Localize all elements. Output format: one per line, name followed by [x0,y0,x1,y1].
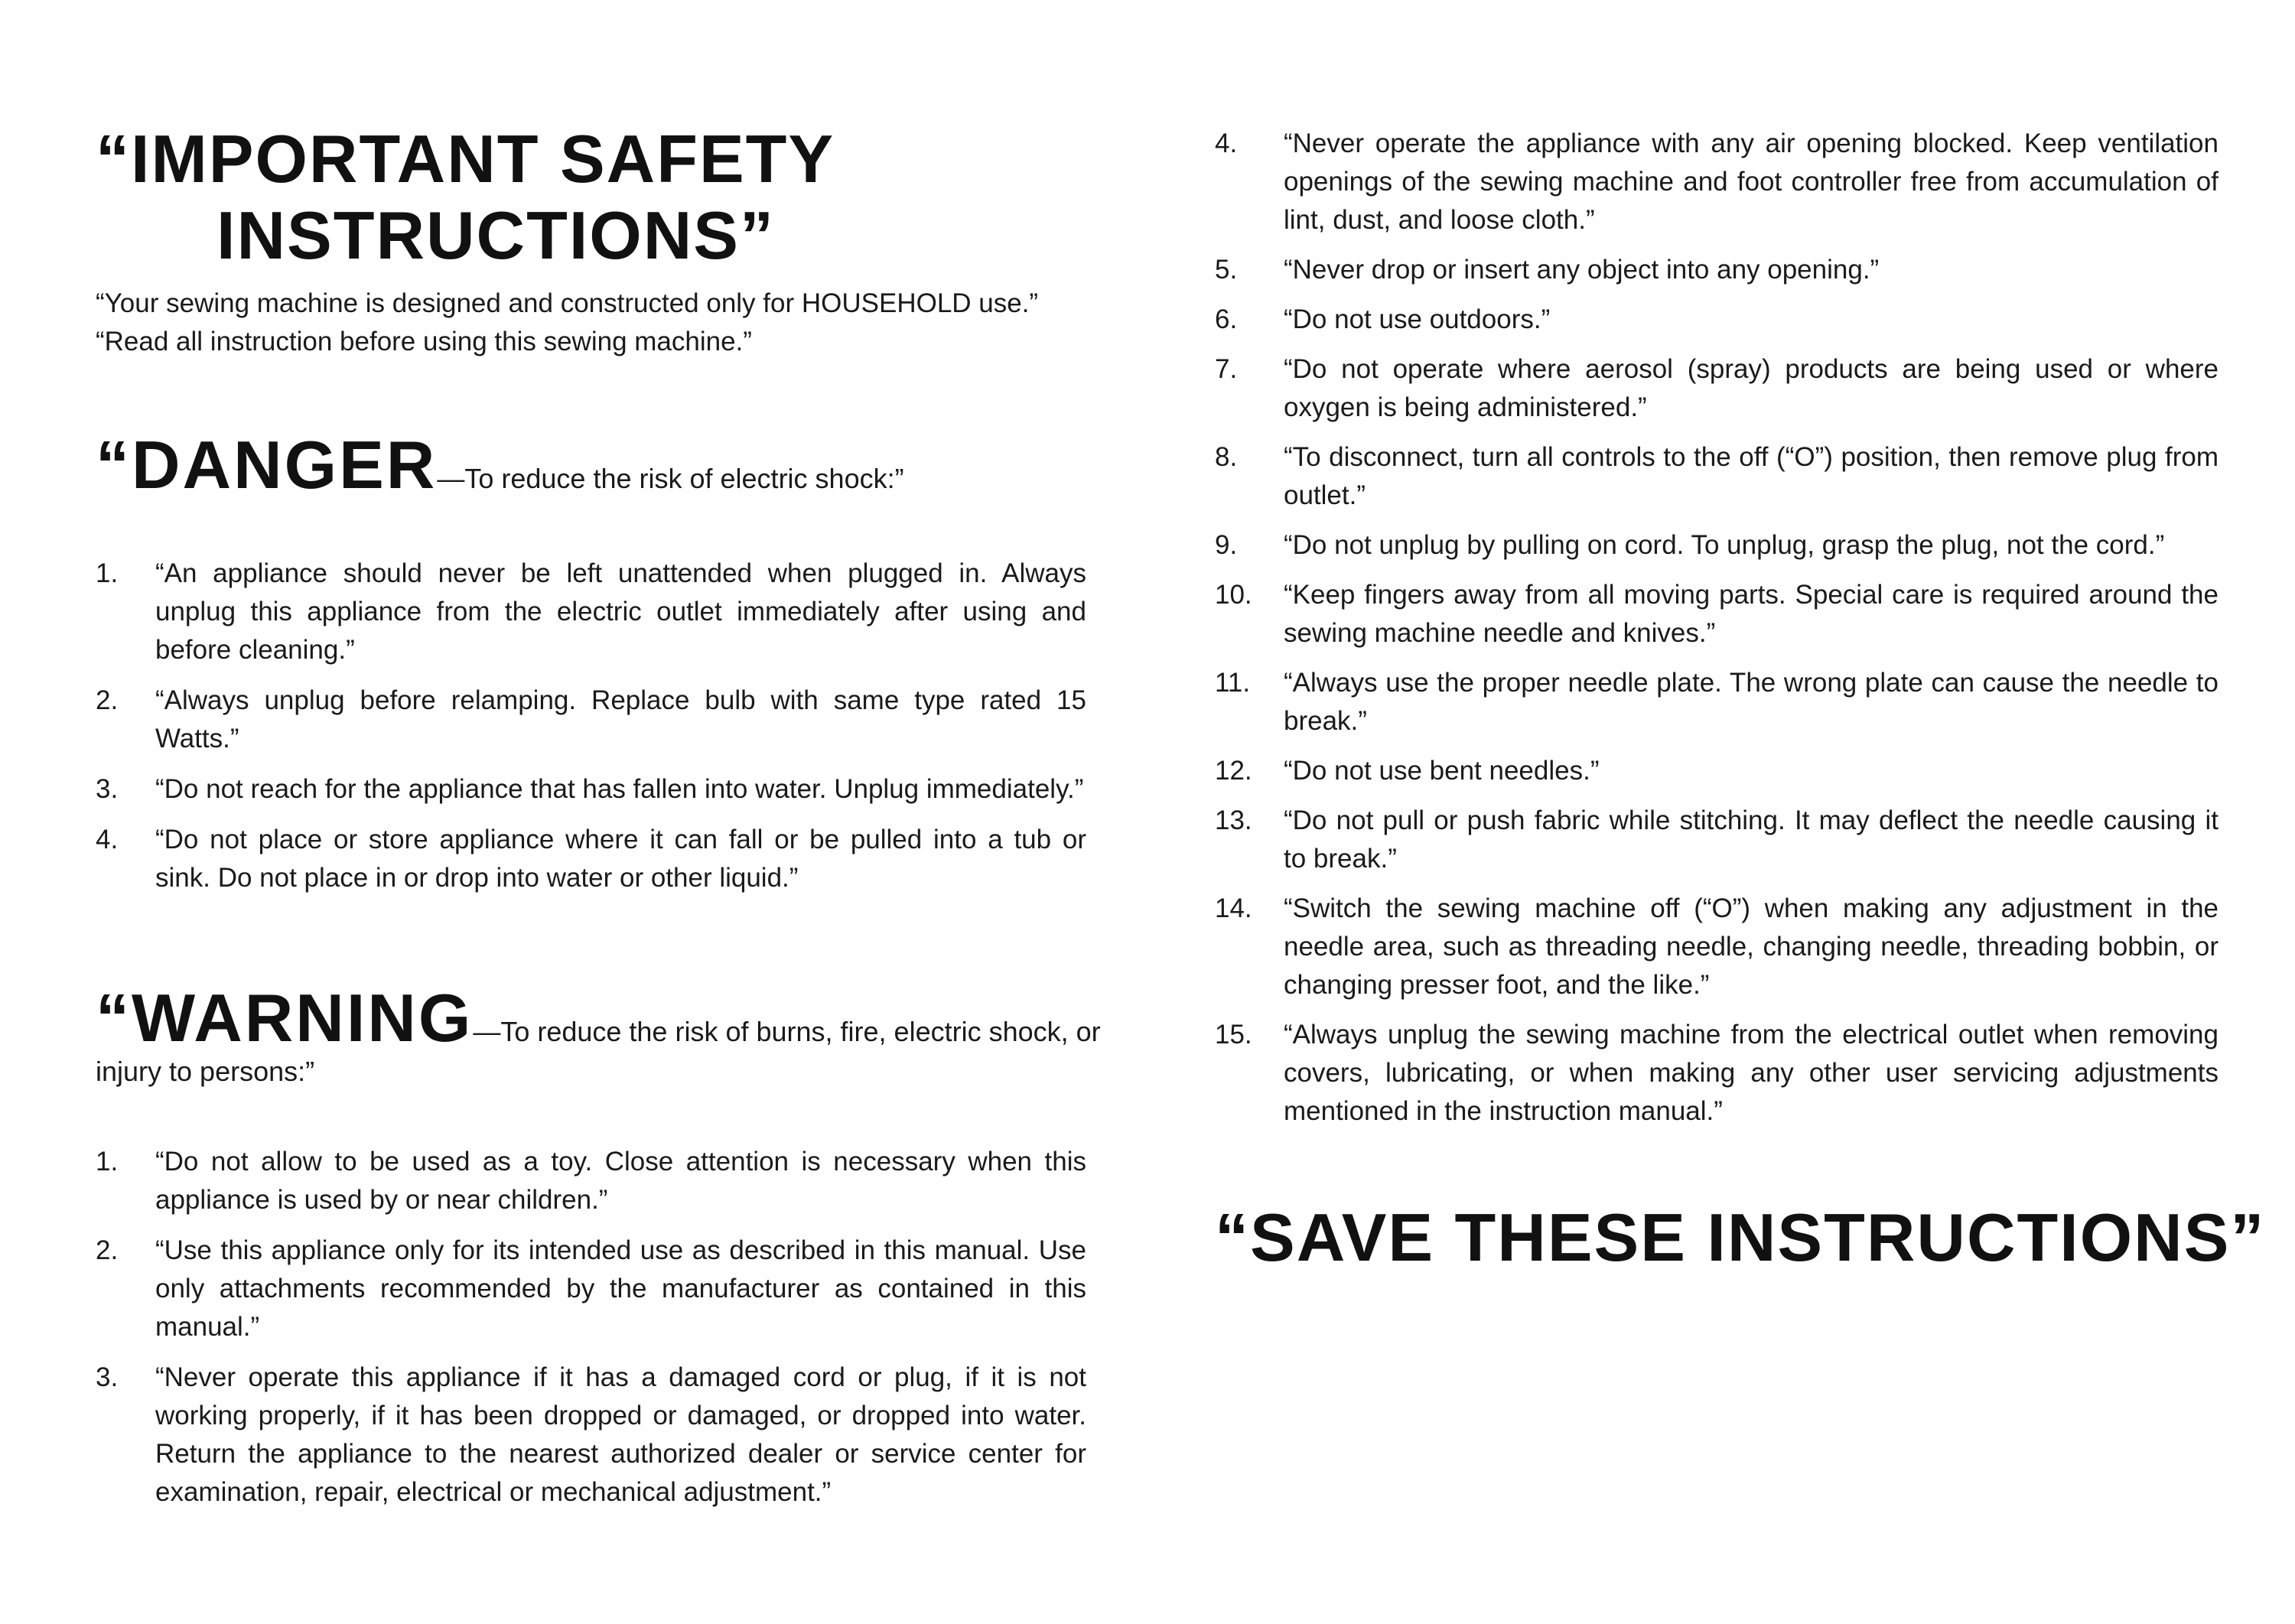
item-number: 14. [1215,893,1252,923]
item-text: “To disconnect, turn all controls to the off (“O”) position, then remove plug from outlet.” [1284,442,2218,510]
list-item [96,1359,1086,1512]
item-text: “Always unplug the sewing machine from the electrical outlet when removing covers, lubricating, or when making any other user servicing adjustments mentioned in the instruction manual.” [1284,1020,2218,1126]
list-item [1215,350,2218,427]
item-number: 15. [1215,1020,1252,1050]
warning-list-left [96,1143,1086,1512]
item-number: 13. [1215,805,1252,835]
list-item [96,821,1086,897]
item-number: 2. [96,1235,119,1265]
item-number: 10. [1215,580,1252,610]
list-item [96,682,1086,758]
danger-subtext: —To reduce the risk of electric shock:” [437,463,904,494]
item-text: “Always unplug before relamping. Replace bulb with same type rated 15 Watts.” [155,685,1086,753]
item-text: “Never operate this appliance if it has a damaged cord or plug, if it is not working properly, if it has been dropped or damaged, or dropped into water. Return the appliance to the nearest authorized dealer or service center for examination, repair, electrical or mechanical adjustment.” [155,1362,1086,1507]
item-text: “Never drop or insert any object into any opening.” [1284,255,1880,285]
intro-paragraph-read: “Read all instruction before using this sewing machine.” [96,327,752,356]
item-number: 8. [1215,442,1238,472]
item-number: 1. [96,558,119,588]
item-number: 3. [96,774,119,804]
item-text: “Do not allow to be used as a toy. Close attention is necessary when this appliance is used by or near children.” [155,1147,1086,1215]
title-line-2: INSTRUCTIONS” [216,197,775,273]
warning-list-right [1215,125,2218,1131]
list-item [1215,301,2218,339]
intro-text [96,285,1105,361]
item-number: 4. [96,825,119,854]
list-item [1215,526,2218,565]
item-text: “Switch the sewing machine off (“O”) when making any adjustment in the needle area, such as threading needle, changing needle, threading bobbin, or changing presser foot, and the like.” [1284,893,2218,1000]
list-item [96,770,1086,809]
list-item [96,1232,1086,1346]
list-item [1215,752,2218,790]
item-text: “Do not unplug by pulling on cord. To unplug, grasp the plug, not the cord.” [1284,530,2165,560]
page-title [96,121,861,274]
danger-title: “DANGER [96,427,438,503]
danger-list [96,555,1086,897]
warning-subtext: —To reduce the risk of burns, fire, electric shock, or injury to persons:” [96,1016,1101,1087]
item-number: 2. [96,685,119,715]
list-item [1215,1016,2218,1131]
item-number: 3. [96,1362,119,1392]
save-instructions-heading: “SAVE THESE INSTRUCTIONS” [1215,1199,2266,1275]
item-text: “Do not reach for the appliance that has fallen into water. Unplug immediately.” [155,774,1084,804]
list-item [1215,125,2218,239]
warning-title: “WARNING [96,980,474,1056]
list-item [1215,802,2218,878]
item-text: “Never operate the appliance with any air opening blocked. Keep ventilation openings of the sewing machine and foot controller free from accumulation of lint, dust, and loose cloth.” [1284,129,2218,235]
item-number: 5. [1215,255,1238,285]
list-item [96,1143,1086,1219]
list-item [96,555,1086,669]
item-number: 12. [1215,756,1252,786]
item-text: “An appliance should never be left unattended when plugged in. Always unplug this appliance from the electric outlet immediately after using and before cleaning.” [155,558,1086,665]
list-item [1215,890,2218,1004]
warning-heading [96,980,1105,1092]
item-number: 7. [1215,354,1238,384]
item-text: “Do not use bent needles.” [1284,756,1600,786]
item-number: 4. [1215,129,1238,158]
title-line-1: “IMPORTANT SAFETY [96,121,835,197]
item-number: 11. [1215,668,1251,698]
list-item [1215,251,2218,289]
item-number: 9. [1215,530,1238,560]
list-item [1215,664,2218,740]
item-text: “Keep fingers away from all moving parts. Special care is required around the sewing machine needle and knives.” [1284,580,2218,648]
item-text: “Do not operate where aerosol (spray) products are being used or where oxygen is being administered.” [1284,354,2218,422]
list-item [1215,576,2218,653]
intro-paragraph-household: “Your sewing machine is designed and constructed only for HOUSEHOLD use.” [96,288,1039,318]
item-text: “Do not pull or push fabric while stitching. It may deflect the needle causing it to break.” [1284,805,2218,874]
item-text: “Use this appliance only for its intended use as described in this manual. Use only attachments recommended by the manufacturer as contained in this manual.” [155,1235,1086,1342]
item-text: “Do not use outdoors.” [1284,304,1551,334]
item-number: 1. [96,1147,119,1177]
danger-heading [96,427,1105,503]
item-text: “Always use the proper needle plate. The wrong plate can cause the needle to break.” [1284,668,2218,736]
list-item [1215,438,2218,515]
item-number: 6. [1215,304,1238,334]
item-text: “Do not place or store appliance where it can fall or be pulled into a tub or sink. Do not place in or drop into water or other liquid.” [155,825,1086,893]
